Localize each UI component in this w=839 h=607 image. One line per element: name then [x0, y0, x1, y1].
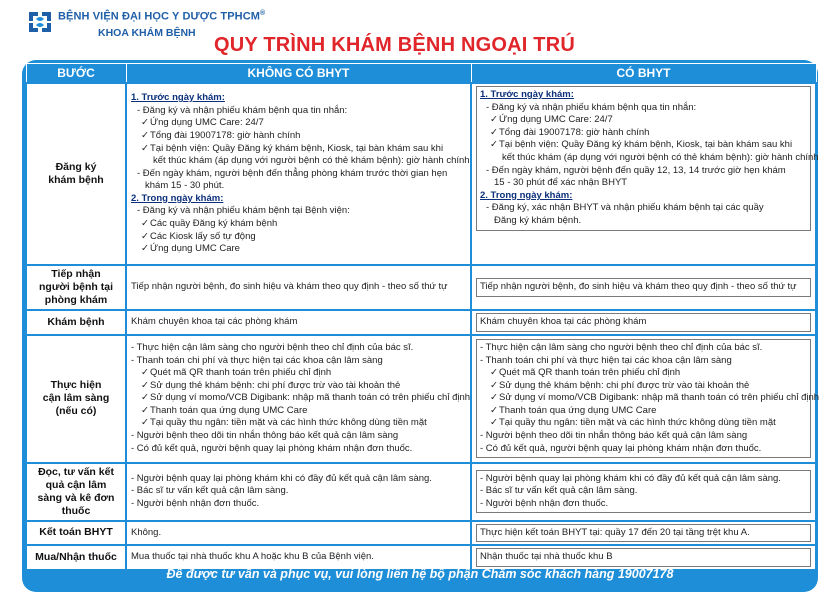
table-row [26, 335, 816, 463]
no-bhyt-cell: - Thực hiện cận lâm sàng cho người bệnh theo chỉ định của bác sĩ. - Thanh toán chi phí và thực hiện tại các khoa cận lâm sàng ✓Quét mã QR thanh toán trên phiếu chỉ định ✓Sử dụng thẻ khám bệnh: chi phí được trừ vào tài khoản thẻ ✓Sử dụng ví momo/VCB Digibank: nhập mã thanh toán có trên phiếu chỉ định ✓Thanh toán qua ứng dụng UMC Care ✓Tại quầy thu ngân: tiền mặt và các hình thức không dùng tiền mặt - Người bệnh theo dõi tin nhắn thông báo kết quả cận lâm sàng - Có đủ kết quả, người bệnh quay lại phòng khám nhận đơn thuốc. [126, 335, 471, 463]
no-bhyt-cell: 1. Trước ngày khám: - Đăng ký và nhận phiếu khám bệnh qua tin nhắn: ✓Ứng dụng UMC Care: 24/7 ✓Tổng đài 19007178: giờ hành chính ✓Tại bệnh viện: Quầy Đăng ký khám bệnh, Kiosk, tại bàn khám sau khi kết thúc khám (áp dụng với người bệnh có thẻ khám bệnh): giờ hành chính - Đến ngày khám, người bệnh đến thẳng phòng khám trước thời gian hẹn khám 15 - 30 phút. 2. Trong ngày khám: - Đăng ký và nhận phiếu khám bệnh tại Bệnh viện: ✓Các quầy Đăng ký khám bệnh ✓Các Kiosk lấy số tự động ✓Ứng dụng UMC Care [126, 83, 471, 265]
bhyt-cell: 1. Trước ngày khám: - Đăng ký và nhận phiếu khám bệnh qua tin nhắn: ✓Ứng dụng UMC Care: 24/7 ✓Tổng đài 19007178: giờ hành chính ✓Tại bệnh viện: Quầy Đăng ký khám bệnh, Kiosk, tại bàn khám sau khi kết thúc khám (áp dụng với người bệnh có thẻ khám bệnh): giờ hành chính - Đến ngày khám, người bệnh đến quầy 12, 13, 14 trước giờ hẹn khám 15 - 30 phút để xác nhận BHYT 2. Trong ngày khám: - Đăng ký, xác nhận BHYT và nhận phiếu khám bệnh tại các quầy Đăng ký khám bệnh. [471, 83, 816, 265]
bhyt-cell: Thực hiện kết toán BHYT tại: quầy 17 đến 20 tại tầng trệt khu A. [471, 521, 816, 546]
hospital-logo [26, 8, 54, 36]
page-title: QUY TRÌNH KHÁM BỆNH NGOẠI TRÚ [214, 34, 575, 56]
step-cell: Kết toán BHYT [26, 521, 126, 546]
step-cell: Đọc, tư vấn kết quả cận lâm sàng và kê đơn thuốc [26, 463, 126, 521]
step-cell: Đăng ký khám bệnh [26, 83, 126, 265]
bhyt-cell: - Thực hiện cận lâm sàng cho người bệnh theo chỉ định của bác sĩ. - Thanh toán chi phí và thực hiện tại các khoa cận lâm sàng ✓Quét mã QR thanh toán trên phiếu chỉ định ✓Sử dụng thẻ khám bệnh: chi phí được trừ vào tài khoản thẻ ✓Sử dụng ví momo/VCB Digibank: nhập mã thanh toán có trên phiếu chỉ định ✓Thanh toán qua ứng dụng UMC Care ✓Tại quầy thu ngân: tiền mặt và các hình thức không dùng tiền mặt - Người bệnh theo dõi tin nhắn thông báo kết quả cận lâm sàng - Có đủ kết quả, người bệnh quay lại phòng khám nhận đơn thuốc. [471, 335, 816, 463]
table-row [26, 463, 816, 521]
no-bhyt-cell: Khám chuyên khoa tại các phòng khám [126, 310, 471, 335]
bhyt-cell: Nhận thuốc tại nhà thuốc khu B [471, 545, 816, 570]
bhyt-cell: Khám chuyên khoa tại các phòng khám [471, 310, 816, 335]
process-table [25, 63, 820, 571]
table-header-row [26, 64, 816, 84]
step-cell: Mua/Nhận thuốc [26, 545, 126, 570]
customer-care-footer: Để được tư vấn và phục vụ, vui lòng liên hệ bộ phận Chăm sóc khách hàng 19007178 [166, 567, 674, 581]
column-header-bhyt: CÓ BHYT [471, 64, 816, 84]
table-row [26, 83, 816, 265]
step-cell: Khám bệnh [26, 310, 126, 335]
column-header-step: BƯỚC [26, 64, 126, 84]
bhyt-cell: - Người bệnh quay lại phòng khám khi có đầy đủ kết quả cận lâm sàng. - Bác sĩ tư vấn kết quả cận lâm sàng. - Người bệnh nhận đơn thuốc. [471, 463, 816, 521]
step-cell: Tiếp nhận người bệnh tại phòng khám [26, 265, 126, 310]
table-row [26, 521, 816, 546]
table-row [26, 265, 816, 310]
no-bhyt-cell: - Người bệnh quay lại phòng khám khi có đầy đủ kết quả cận lâm sàng. - Bác sĩ tư vấn kết quả cận lâm sàng. - Người bệnh nhận đơn thuốc. [126, 463, 471, 521]
step-cell: Thực hiện cận lâm sàng (nếu có) [26, 335, 126, 463]
department-name: KHOA KHÁM BỆNH [98, 27, 196, 39]
hospital-name: BỆNH VIỆN ĐẠI HỌC Y DƯỢC TPHCM® [58, 10, 266, 23]
table-row [26, 310, 816, 335]
no-bhyt-cell: Mua thuốc tại nhà thuốc khu A hoặc khu B của Bệnh viện. [126, 545, 471, 570]
no-bhyt-cell: Không. [126, 521, 471, 546]
bhyt-cell: Tiếp nhận người bệnh, đo sinh hiệu và khám theo quy định - theo số thứ tự [471, 265, 816, 310]
no-bhyt-cell: Tiếp nhận người bệnh, đo sinh hiệu và khám theo quy định - theo số thứ tự [126, 265, 471, 310]
column-header-no-bhyt: KHÔNG CÓ BHYT [126, 64, 471, 84]
